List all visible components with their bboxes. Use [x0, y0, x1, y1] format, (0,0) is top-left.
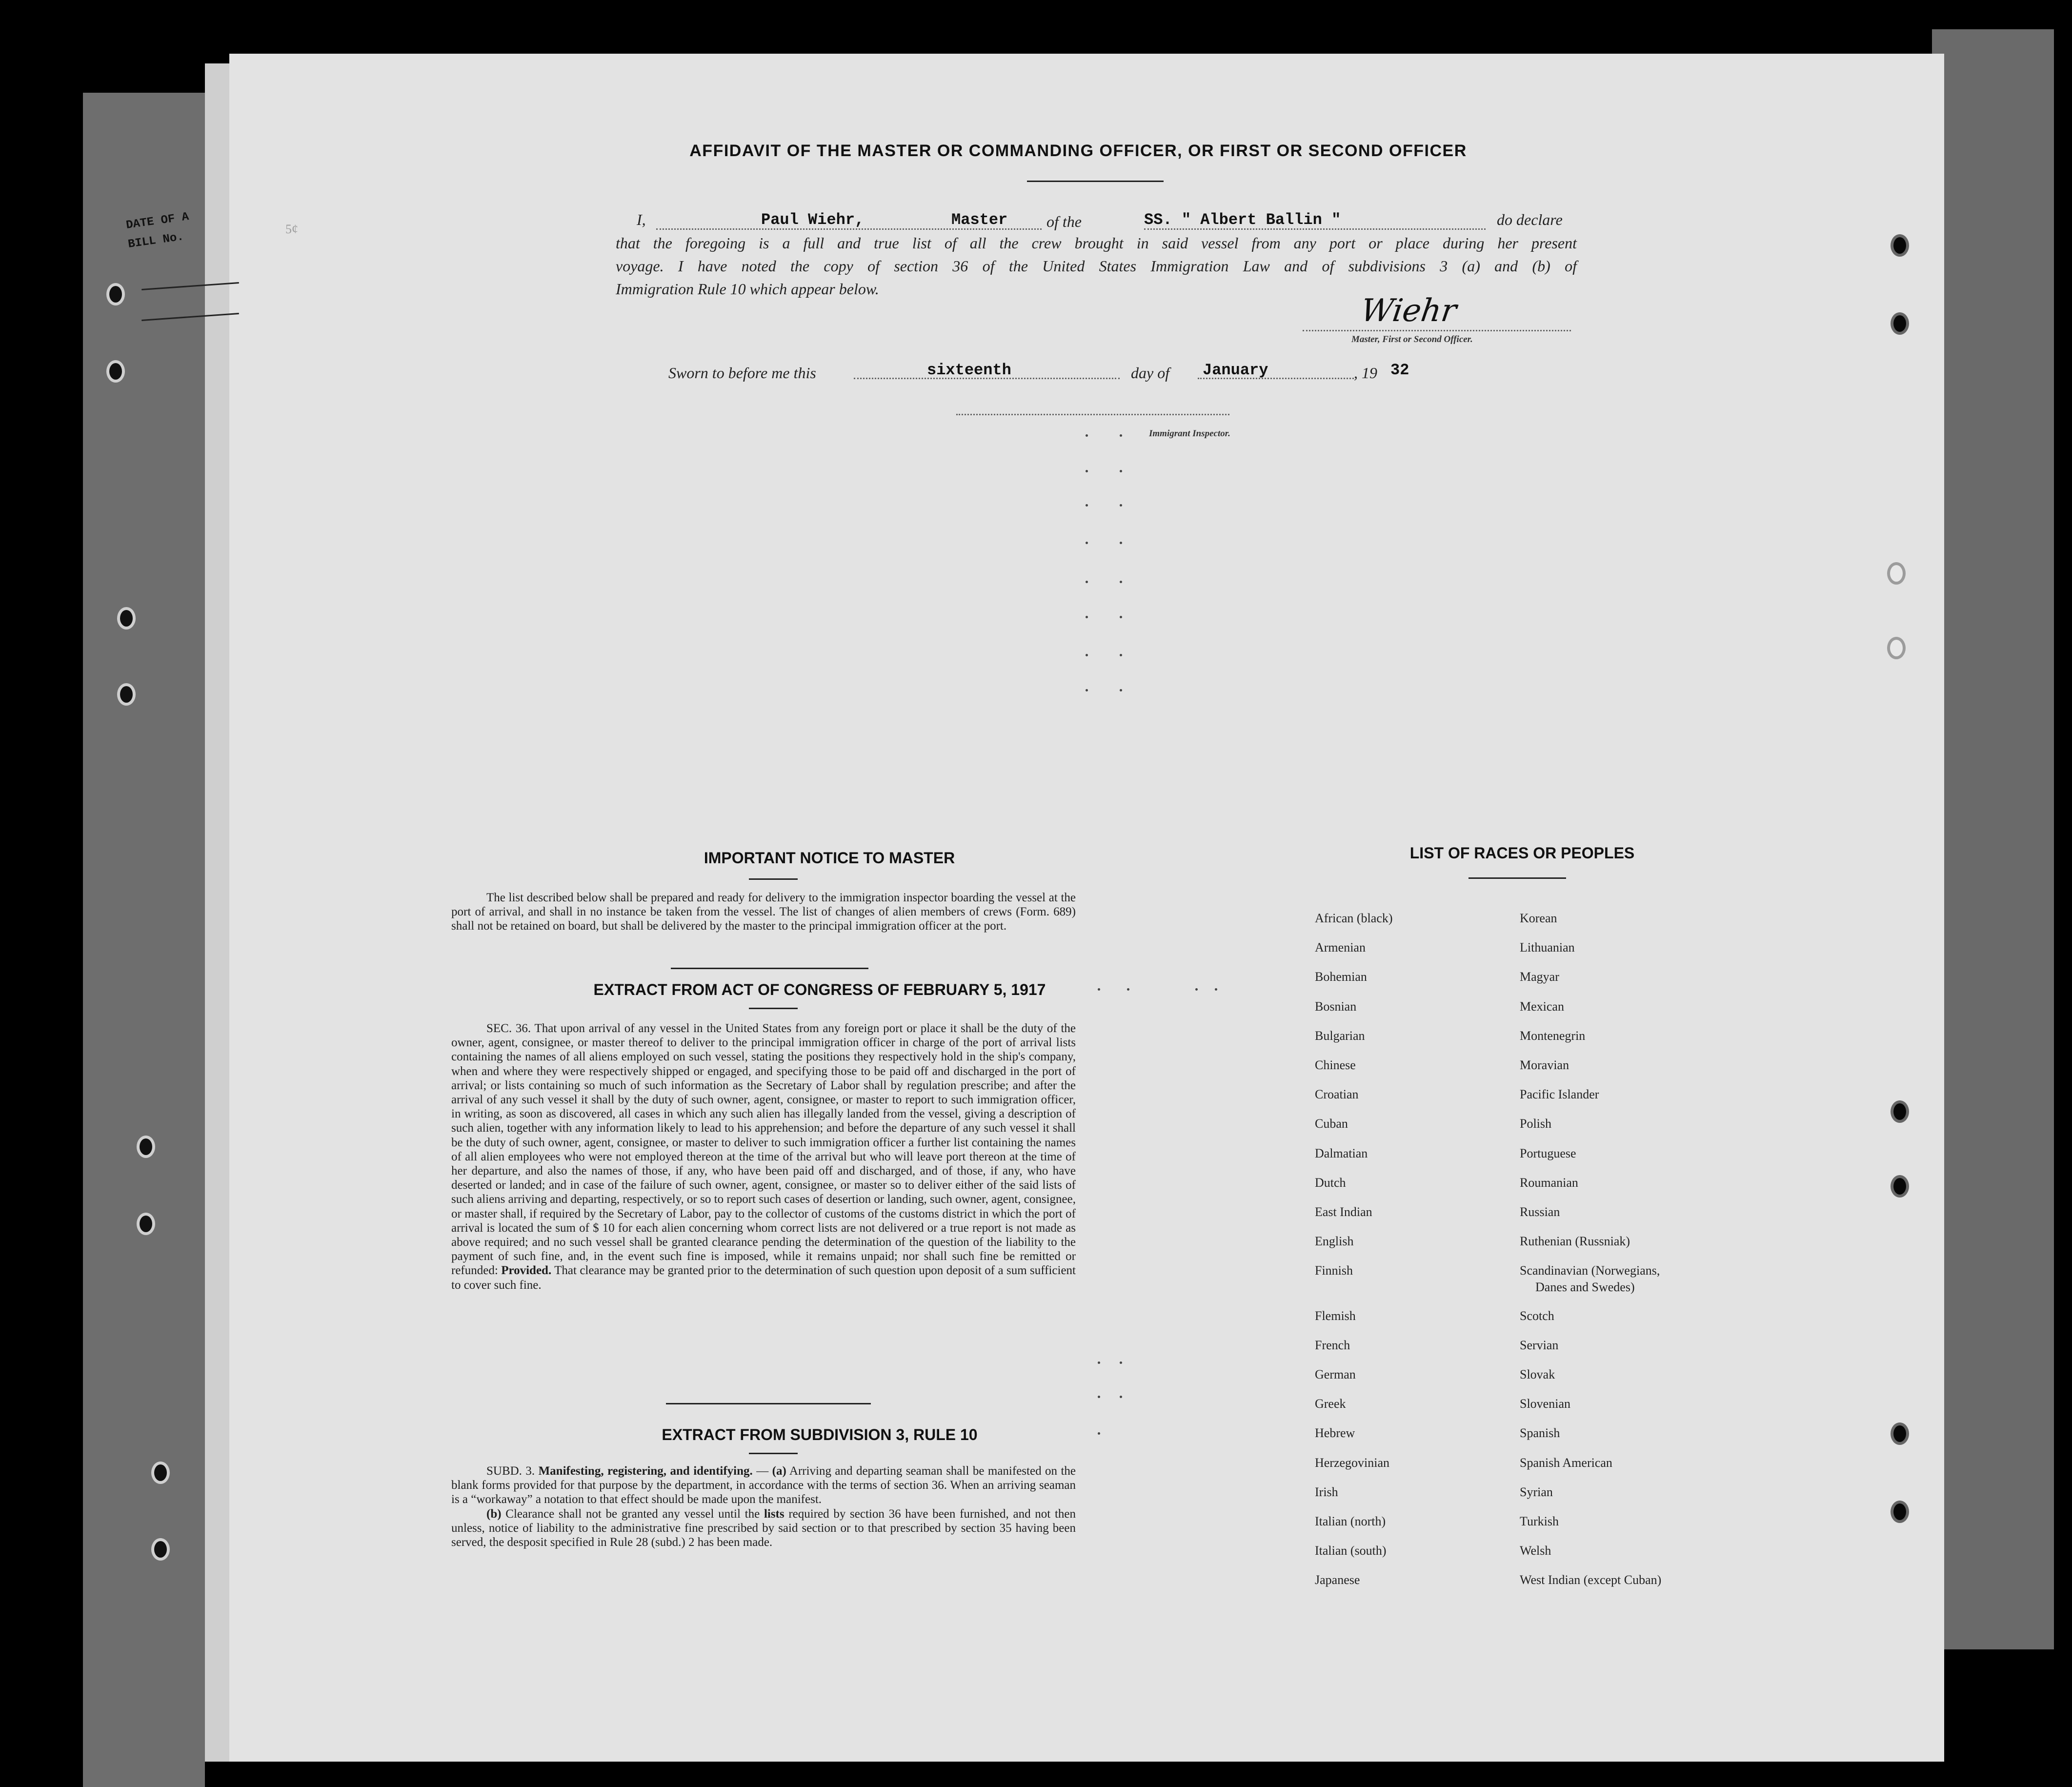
race-item: Korean	[1520, 911, 1557, 925]
race-item: Pacific Islander	[1520, 1087, 1599, 1102]
extract-rule-underline	[749, 1453, 798, 1454]
race-item: Dutch	[1315, 1175, 1346, 1190]
year-prefix: , 19	[1354, 364, 1377, 382]
race-item: East Indian	[1315, 1205, 1372, 1219]
affidavit-line-2: that the foregoing is a full and true list of all the crew brought in said vessel from any port or place during her present	[616, 234, 1577, 252]
notice-text: The list described below shall be prepared and ready for delivery to the immigration inspector boarding the vessel at the port of arrival, and shall in no instance be taken from the vessel. The list of changes of alien members of crews (Form. 689) shall not be retained on board, but shall be delivered by the master to the principal immigration officer at the port.	[451, 891, 1076, 933]
race-item: Portuguese	[1520, 1146, 1576, 1160]
master-name: Paul Wiehr,	[761, 211, 865, 229]
master-signature: Wiehr	[1358, 293, 1459, 329]
race-item: Armenian	[1315, 940, 1366, 955]
race-item: Herzegovinian	[1315, 1455, 1390, 1470]
race-item: Lithuanian	[1520, 940, 1575, 955]
race-item: Italian (south)	[1315, 1543, 1387, 1558]
race-item: English	[1315, 1234, 1354, 1249]
race-item: German	[1315, 1367, 1356, 1381]
race-item: Magyar	[1520, 970, 1559, 984]
punch-hole-icon	[106, 283, 125, 305]
race-item: Croatian	[1315, 1087, 1359, 1102]
races-underline	[1469, 877, 1566, 879]
stub-date-label: DATE OF A	[125, 210, 190, 232]
left-binding-strip	[83, 93, 205, 1787]
sworn-day: sixteenth	[927, 361, 1011, 379]
race-item: Syrian	[1520, 1484, 1553, 1499]
punch-hole-icon	[117, 607, 136, 630]
race-item: Scandinavian (Norwegians,	[1520, 1263, 1660, 1278]
race-item: Bosnian	[1315, 999, 1357, 1014]
affidavit-title: AFFIDAVIT OF THE MASTER OR COMMANDING OFFICER, OR FIRST OR SECOND OFFICER	[689, 142, 1467, 160]
races-title: LIST OF RACES OR PEOPLES	[1409, 844, 1635, 862]
race-item: French	[1315, 1338, 1350, 1352]
punch-hole-icon	[1891, 1175, 1909, 1198]
notice-underline	[749, 878, 798, 880]
extract-act-underline	[749, 1008, 798, 1009]
race-item: Cuban	[1315, 1117, 1348, 1131]
inspector-line	[956, 414, 1229, 415]
punch-hole-icon	[1887, 562, 1906, 585]
race-item: Moravian	[1520, 1058, 1569, 1072]
day-of-label: day of	[1131, 364, 1170, 382]
race-item: Russian	[1520, 1205, 1560, 1219]
race-item: Italian (north)	[1315, 1514, 1386, 1528]
punch-hole-icon	[117, 683, 136, 706]
race-item: Flemish	[1315, 1308, 1356, 1323]
race-item: Slovak	[1520, 1367, 1555, 1381]
race-item: West Indian (except Cuban)	[1520, 1573, 1662, 1587]
race-item: Hebrew	[1315, 1426, 1355, 1441]
race-item: Irish	[1315, 1484, 1338, 1499]
punch-hole-icon	[151, 1538, 170, 1561]
affidavit-line-4: Immigration Rule 10 which appear below.	[616, 280, 879, 298]
do-declare-label: do declare	[1497, 211, 1563, 228]
punch-hole-icon	[1891, 1422, 1909, 1445]
punch-hole-icon	[1887, 637, 1906, 659]
stub-bill-label: BILL No.	[127, 230, 185, 251]
race-item: African (black)	[1315, 911, 1393, 925]
extract-rule-rule	[666, 1403, 871, 1404]
race-item: Mexican	[1520, 999, 1564, 1014]
extract-rule-title: EXTRACT FROM SUBDIVISION 3, RULE 10	[662, 1426, 978, 1443]
notice-title: IMPORTANT NOTICE TO MASTER	[704, 849, 955, 867]
race-item: Chinese	[1315, 1058, 1356, 1072]
punch-hole-icon	[1891, 1501, 1909, 1523]
master-rank: Master	[951, 211, 1008, 229]
race-item: Danes and Swedes)	[1535, 1280, 1635, 1295]
punch-hole-icon	[106, 360, 125, 383]
of-the-label: of the	[1046, 213, 1082, 230]
race-item: Scotch	[1520, 1308, 1554, 1323]
extract-rule-text: SUBD. 3. Manifesting, registering, and identifying. — (a) Arriving and departing seaman shall be manifested on the blank forms provided for that purpose by the department, in accordance with the terms of section 36. When an arriving seaman is a “workaway” a notation to that effect should be made upon the manifest. (b) Clearance shall not be granted any vessel until the lists required by section 36 have been furnished, and not then unless, notice of liability to the administrative fine prescribed by said section or to that prescribed by section 35 having been served, the desposit specified in Rule 28 (subd.) 2 has been made.	[451, 1464, 1076, 1549]
bleed-mark: 5¢	[285, 222, 298, 236]
affidavit-i: I,	[637, 211, 646, 228]
sworn-year-suffix: 32	[1390, 361, 1409, 379]
race-item: Roumanian	[1520, 1175, 1578, 1190]
race-item: Finnish	[1315, 1263, 1353, 1278]
race-item: Greek	[1315, 1397, 1346, 1411]
race-item: Spanish American	[1520, 1455, 1612, 1470]
inspector-caption: Immigrant Inspector.	[1149, 428, 1230, 439]
sworn-label: Sworn to before me this	[668, 364, 816, 382]
race-item: Bulgarian	[1315, 1028, 1365, 1043]
race-item: Spanish	[1520, 1426, 1560, 1441]
punch-hole-icon	[137, 1136, 155, 1158]
sworn-month: January	[1203, 361, 1268, 379]
race-item: Ruthenian (Russniak)	[1520, 1234, 1630, 1249]
race-item: Slovenian	[1520, 1397, 1570, 1411]
signature-line	[1303, 330, 1571, 331]
race-item: Welsh	[1520, 1543, 1551, 1558]
signature-caption: Master, First or Second Officer.	[1351, 334, 1473, 345]
race-item: Servian	[1520, 1338, 1559, 1352]
race-item: Montenegrin	[1520, 1028, 1586, 1043]
punch-hole-icon	[137, 1213, 155, 1235]
extract-act-title: EXTRACT FROM ACT OF CONGRESS OF FEBRUARY 5, 1917	[593, 981, 1046, 998]
race-item: Polish	[1520, 1117, 1552, 1131]
punch-hole-icon	[1891, 234, 1909, 257]
race-item: Japanese	[1315, 1573, 1360, 1587]
extract-act-text: SEC. 36. That upon arrival of any vessel in the United States from any foreign port or place it shall be the duty of the owner, agent, consignee, or master thereof to deliver to the principal immigration officer in charge of the port of arrival lists containing the names of all aliens employed on such vessel, stating the positions they respectively hold in the ship's company, when and where they were respectively shipped or engaged, and specifying those to be paid off and discharged in the port of arrival; or lists containing so much of such information as the Secretary of Labor shall by regulation prescribe; and after the arrival of any such vessel it shall by the duty of such owner, agent, consignee, or master to report to such immigration officer, in writing, as soon as discovered, all cases in which any such alien has illegally landed from the vessel, giving a description of such alien, together with any information likely to lead to his apprehension; and before the departure of any such vessel it shall be the duty of such owner, agent, consignee, or master to deliver to such immigration officer a further list containing the names of all alien employees who were not employed thereon at the time of the arrival but who will leave port thereon at the time of her departure, and also the names of those, if any, who have been paid off and discharged, and of those, if any, who have deserted or landed; and in case of the failure of such owner, agent, consignee, or master so to deliver either of the said lists of such aliens arriving and departing, respectively, or so to report such cases of desertion or landing, such owner, agent, consignee, or master shall, if required by the Secretary of Labor, pay to the collector of customs of the customs district in which the port of arrival is located the sum of $ 10 for each alien concerning whom correct lists are not delivered or a true report is not made as above required; and no such vessel shall be granted clearance pending the determination of the question of the liability to the payment of such fine, and, in the event such fine is imposed, while it remains unpaid; nor shall such fine be remitted or refunded: Provided. That clearance may be granted prior to the determination of such question upon deposit of a sum sufficient to cover such fine.	[451, 1022, 1076, 1292]
punch-hole-icon	[1891, 312, 1909, 335]
race-item: Turkish	[1520, 1514, 1559, 1528]
race-item: Dalmatian	[1315, 1146, 1368, 1160]
title-underline	[1027, 181, 1164, 182]
race-item: Bohemian	[1315, 970, 1367, 984]
punch-hole-icon	[151, 1462, 170, 1484]
extract-act-rule	[671, 968, 868, 969]
right-binding-strip	[1932, 29, 2054, 1649]
vessel-name: SS. " Albert Ballin "	[1144, 211, 1341, 229]
punch-hole-icon	[1891, 1100, 1909, 1123]
affidavit-line-3: voyage. I have noted the copy of section 36 of the United States Immigration Law and of subdivisions 3 (a) and (b) of	[616, 257, 1577, 275]
